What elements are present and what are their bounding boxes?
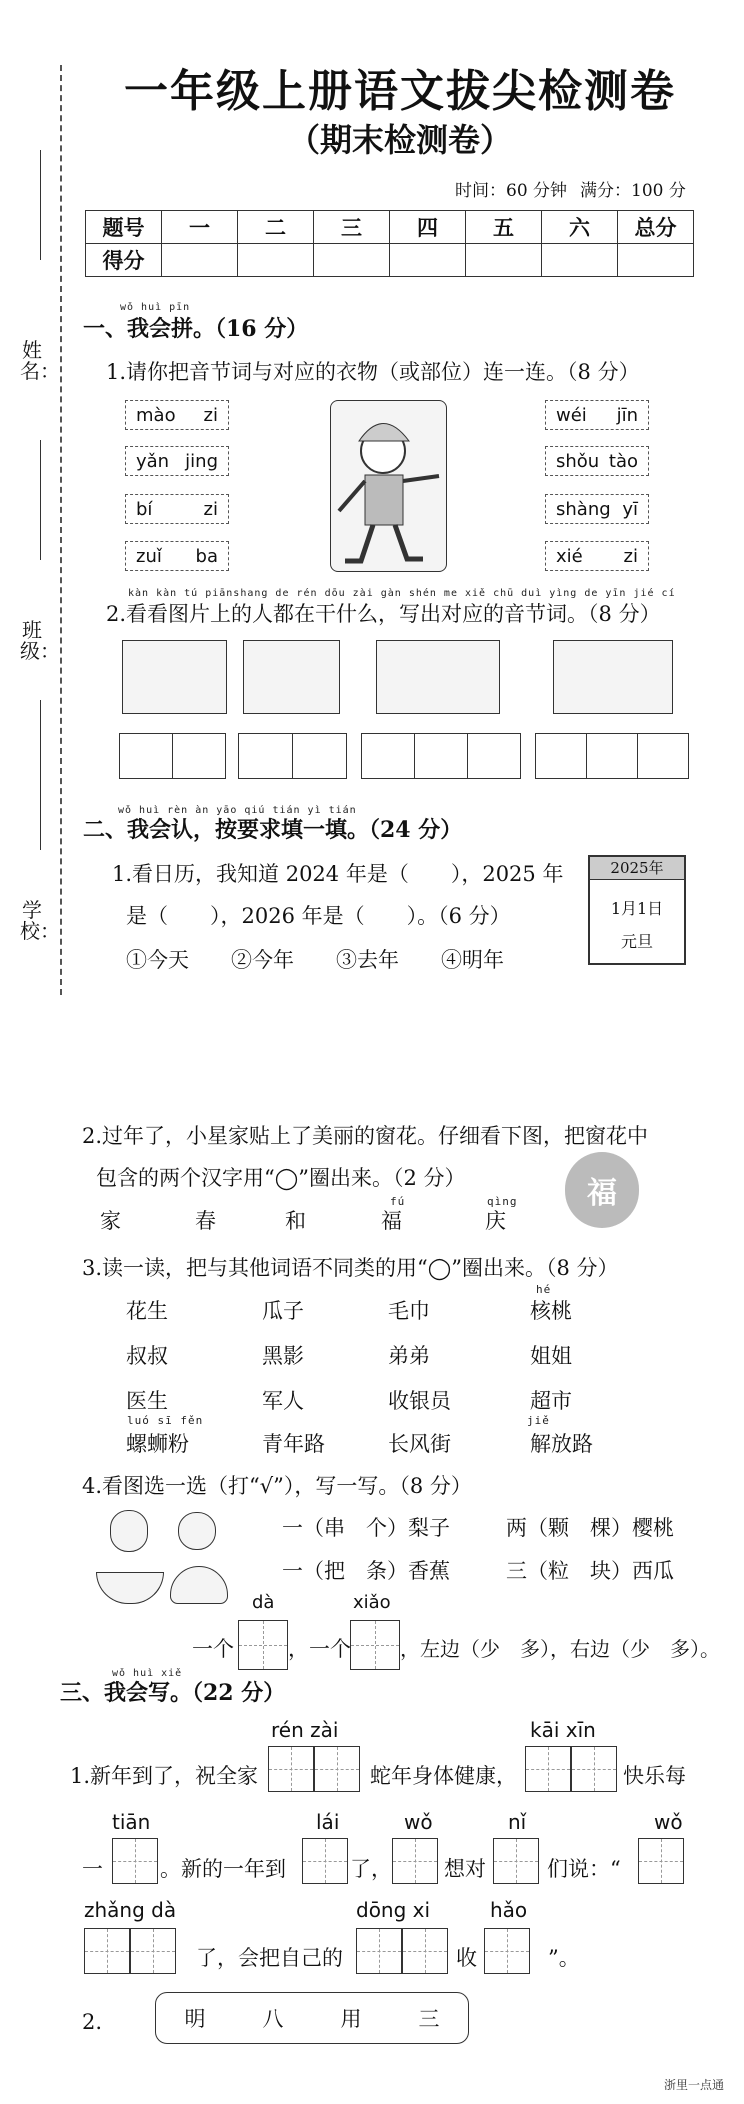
zhang-da-pinyin: zhǎng dà xyxy=(84,1898,177,1922)
write-box-da[interactable] xyxy=(238,1620,288,1670)
right-pinyin-box[interactable] xyxy=(545,400,649,430)
section-3-title: 三、我会写。（22 分） xyxy=(60,1680,286,1706)
s2-q4-b: 两（颗 棵）樱桃 xyxy=(506,1516,674,1540)
girl-winter-clothes-image xyxy=(330,400,447,572)
ren-zai-pinyin: rén zài xyxy=(271,1718,339,1742)
lai-pinyin: lái xyxy=(316,1810,340,1834)
s1-q2: 2.看看图片上的人都在干什么，写出对应的音节词。（8 分） xyxy=(106,602,661,626)
full-score-info: 满分：100 分 xyxy=(580,181,686,201)
da-pinyin: dà xyxy=(252,1592,275,1613)
class-label: 班级： xyxy=(20,618,60,663)
score-row-label: 得分 xyxy=(86,244,162,277)
score-head-cell: 六 xyxy=(542,211,618,244)
score-input-cell[interactable] xyxy=(238,244,314,277)
score-input-cell[interactable] xyxy=(542,244,618,277)
write-box-hao[interactable] xyxy=(484,1928,530,1974)
s2-q2-line2: 包含的两个汉字用“◯”圈出来。（2 分） xyxy=(96,1166,466,1190)
pinyin-syllable: bí xyxy=(136,498,153,520)
time-info: 时间：60 分钟 xyxy=(455,181,568,201)
pinyin-syllable: tào xyxy=(608,450,638,472)
wo2-pinyin: wǒ xyxy=(654,1810,683,1834)
s1-q1: 1.请你把音节词与对应的衣物（或部位）连一连。（8 分） xyxy=(106,360,640,384)
word-option[interactable]: 军人 xyxy=(262,1389,304,1413)
word-option[interactable]: 花生 xyxy=(126,1299,168,1323)
watermark: 浙里一点通 xyxy=(664,2078,725,2092)
score-head-cell: 五 xyxy=(466,211,542,244)
class-blank[interactable] xyxy=(40,440,41,560)
xiao-pinyin: xiǎo xyxy=(353,1592,391,1613)
qing-pinyin: qìng xyxy=(487,1195,518,1208)
answer-grid-1[interactable] xyxy=(119,733,226,779)
watermelon-image xyxy=(96,1572,164,1604)
word-option[interactable]: 毛巾 xyxy=(388,1299,430,1323)
s3-l3c: ”。 xyxy=(548,1946,580,1970)
pinyin-syllable: zuǐ xyxy=(136,545,162,567)
ni-pinyin: nǐ xyxy=(508,1810,527,1834)
write-box-wo2[interactable] xyxy=(638,1838,684,1884)
char-ba: 八 xyxy=(262,2007,284,2031)
write-box-kai[interactable] xyxy=(525,1746,571,1792)
pinyin-syllable: wéi xyxy=(556,404,587,426)
word-option[interactable]: 长风街 xyxy=(388,1432,451,1456)
s2-q4-s2: ，一个 xyxy=(288,1637,351,1661)
pinyin-syllable: yī xyxy=(622,498,638,520)
score-input-cell[interactable] xyxy=(618,244,694,277)
write-box-lai[interactable] xyxy=(302,1838,348,1884)
right-pinyin-box[interactable] xyxy=(545,446,649,476)
kai-xin-pinyin: kāi xīn xyxy=(530,1718,596,1742)
window-char-option[interactable]: 庆 xyxy=(485,1209,506,1233)
s3-l2b: 。新的一年到 xyxy=(160,1857,286,1881)
calendar-image xyxy=(588,855,686,965)
picture-sweeping xyxy=(122,640,227,714)
left-pinyin-box[interactable] xyxy=(125,446,229,476)
s2-q4-a: 一（串 个）梨子 xyxy=(282,1516,450,1540)
write-box-tian[interactable] xyxy=(112,1838,158,1884)
score-table xyxy=(85,210,694,277)
pinyin-syllable: ba xyxy=(195,545,218,567)
write-box-ren[interactable] xyxy=(268,1746,314,1792)
right-pinyin-box[interactable] xyxy=(545,541,649,571)
write-box-da2[interactable] xyxy=(130,1928,176,1974)
word-option[interactable]: 姐姐 xyxy=(530,1344,572,1368)
s2-q3: 3.读一读，把与其他词语不同类的用“◯”圈出来。（8 分） xyxy=(82,1256,619,1280)
s3-l2c: 了， xyxy=(350,1857,392,1881)
s1-q2-pinyin: kàn kàn tú piānshang de rén dōu zài gàn shén me xiě chū duì yìng de yīn jié cí xyxy=(128,588,676,599)
calendar-date: 1月1日 xyxy=(610,899,664,918)
word-option[interactable]: 超市 xyxy=(530,1389,572,1413)
s3-l2e: 们说：“ xyxy=(547,1857,621,1881)
window-char-option[interactable]: 福 xyxy=(381,1209,402,1233)
page-title: 一年级上册语文拔尖检测卷 xyxy=(124,66,676,117)
char-san: 三 xyxy=(418,2007,440,2031)
score-head-cell: 一 xyxy=(162,211,238,244)
left-pinyin-box[interactable] xyxy=(125,541,229,571)
pinyin-syllable: yǎn xyxy=(136,450,170,472)
answer-grid-3[interactable] xyxy=(361,733,521,779)
char-ming: 明 xyxy=(184,2007,206,2031)
section-2-title: 二、我会认，按要求填一填。（24 分） xyxy=(83,817,463,843)
wo1-pinyin: wǒ xyxy=(404,1810,433,1834)
pinyin-syllable: mào xyxy=(136,404,176,426)
pinyin-syllable: jing xyxy=(185,450,218,472)
binding-dashed-line xyxy=(60,65,62,995)
write-box-zai[interactable] xyxy=(314,1746,360,1792)
window-char-option[interactable]: 春 xyxy=(195,1209,216,1233)
s2-q4: 4.看图选一选（打“√”），写一写。（8 分） xyxy=(82,1474,472,1498)
picture-window-cleaning xyxy=(553,640,673,714)
write-box-wo1[interactable] xyxy=(392,1838,438,1884)
score-head-cell: 题号 xyxy=(86,211,162,244)
score-head-cell: 二 xyxy=(238,211,314,244)
word-option[interactable]: 叔叔 xyxy=(126,1344,168,1368)
name-blank[interactable] xyxy=(40,150,41,260)
pinyin-syllable: shàng xyxy=(556,498,611,520)
s2-pinyin: wǒ huì rèn àn yāo qiú tián yì tián xyxy=(118,805,357,816)
write-box-xiao[interactable] xyxy=(350,1620,400,1670)
left-pinyin-box[interactable] xyxy=(125,494,229,524)
word-option[interactable]: 医生 xyxy=(126,1389,168,1413)
write-box-ni[interactable] xyxy=(493,1838,539,1884)
calendar-year: 2025年 xyxy=(590,857,684,880)
s3-l3a: 了，会把自己的 xyxy=(196,1946,343,1970)
score-input-cell[interactable] xyxy=(162,244,238,277)
s2-q4-d: 三（粒 块）西瓜 xyxy=(506,1559,674,1583)
right-pinyin-box[interactable] xyxy=(545,494,649,524)
s3-pinyin: wǒ huì xiě xyxy=(112,1668,183,1679)
s2-q1-line2: 是（ ），2026 年是（ ）。（6 分） xyxy=(126,904,511,928)
character-box xyxy=(155,1992,469,2044)
pinyin-syllable: shǒu xyxy=(556,450,600,472)
calendar-holiday: 元旦 xyxy=(620,932,653,951)
write-box-xi[interactable] xyxy=(402,1928,448,1974)
cherry-image xyxy=(178,1512,216,1550)
write-box-zhang[interactable] xyxy=(84,1928,130,1974)
word-option[interactable]: 螺蛳粉 xyxy=(126,1432,189,1456)
left-pinyin-box[interactable] xyxy=(125,400,229,430)
pinyin-syllable: xié xyxy=(556,545,583,567)
s2-q4-c: 一（把 条）香蕉 xyxy=(282,1559,450,1583)
pinyin-syllable: jīn xyxy=(616,404,638,426)
s2-q1-options: ①今天 ②今年 ③去年 ④明年 xyxy=(126,948,504,972)
s3-l1c: 快乐每 xyxy=(623,1764,686,1788)
s3-l2a: 一 xyxy=(82,1857,103,1881)
s3-l3b: 收 xyxy=(456,1946,477,1970)
word-option[interactable]: 瓜子 xyxy=(262,1299,304,1323)
word-option[interactable]: 核桃 xyxy=(530,1299,572,1323)
char-yong: 用 xyxy=(340,2007,362,2031)
fu-pinyin: fú xyxy=(390,1195,406,1208)
page-subtitle: （期末检测卷） xyxy=(287,121,512,159)
score-input-cell[interactable] xyxy=(466,244,542,277)
hao-pinyin: hǎo xyxy=(490,1898,528,1922)
score-head-cell: 总分 xyxy=(618,211,694,244)
score-head-cell: 四 xyxy=(390,211,466,244)
word-option[interactable]: 解放路 xyxy=(530,1432,593,1456)
word-option[interactable]: 黑影 xyxy=(262,1344,304,1368)
write-box-dong[interactable] xyxy=(356,1928,402,1974)
score-input-cell[interactable] xyxy=(390,244,466,277)
school-blank[interactable] xyxy=(40,700,41,850)
answer-grid-2[interactable] xyxy=(238,733,347,779)
jie-pinyin: jiě xyxy=(527,1414,550,1427)
he-pinyin: hé xyxy=(536,1283,552,1296)
s3-l1b: 蛇年身体健康， xyxy=(370,1764,517,1788)
s2-q1-line1: 1.看日历，我知道 2024 年是（ ），2025 年 xyxy=(112,862,564,886)
window-paper-cut-image: 福 xyxy=(565,1152,639,1228)
name-label: 姓名： xyxy=(20,338,60,383)
word-option[interactable]: 弟弟 xyxy=(388,1344,430,1368)
pinyin-syllable: zi xyxy=(623,545,638,567)
s3-l2d: 想对 xyxy=(444,1857,486,1881)
section-1-title: 一、我会拼。（16 分） xyxy=(83,316,309,342)
score-head-cell: 三 xyxy=(314,211,390,244)
s3-l1a: 1.新年到了，祝全家 xyxy=(70,1764,259,1788)
s2-q4-s3: ，左边（少 多），右边（少 多）。 xyxy=(400,1637,720,1661)
s1-pinyin: wǒ huì pīn xyxy=(120,302,191,313)
school-label: 学校： xyxy=(20,898,60,943)
window-char-option[interactable]: 家 xyxy=(100,1209,121,1233)
picture-kitchen xyxy=(243,640,340,714)
picture-watering xyxy=(376,640,500,714)
pinyin-syllable: zi xyxy=(203,404,218,426)
banana-image xyxy=(170,1566,228,1604)
word-option[interactable]: 青年路 xyxy=(262,1432,325,1456)
tian-pinyin: tiān xyxy=(112,1810,151,1834)
s2-q4-s1: 一个 xyxy=(192,1637,234,1661)
s3-q2-number: 2. xyxy=(82,2010,103,2034)
luo-pinyin: luó sī fěn xyxy=(127,1414,204,1427)
score-input-cell[interactable] xyxy=(314,244,390,277)
write-box-xin[interactable] xyxy=(571,1746,617,1792)
word-option[interactable]: 收银员 xyxy=(388,1389,451,1413)
dong-xi-pinyin: dōng xi xyxy=(356,1898,431,1922)
pear-image xyxy=(110,1510,148,1552)
answer-grid-4[interactable] xyxy=(535,733,689,779)
pinyin-syllable: zi xyxy=(203,498,218,520)
s2-q2-line1: 2.过年了，小星家贴上了美丽的窗花。仔细看下图，把窗花中 xyxy=(82,1124,649,1148)
window-char-option[interactable]: 和 xyxy=(285,1209,306,1233)
